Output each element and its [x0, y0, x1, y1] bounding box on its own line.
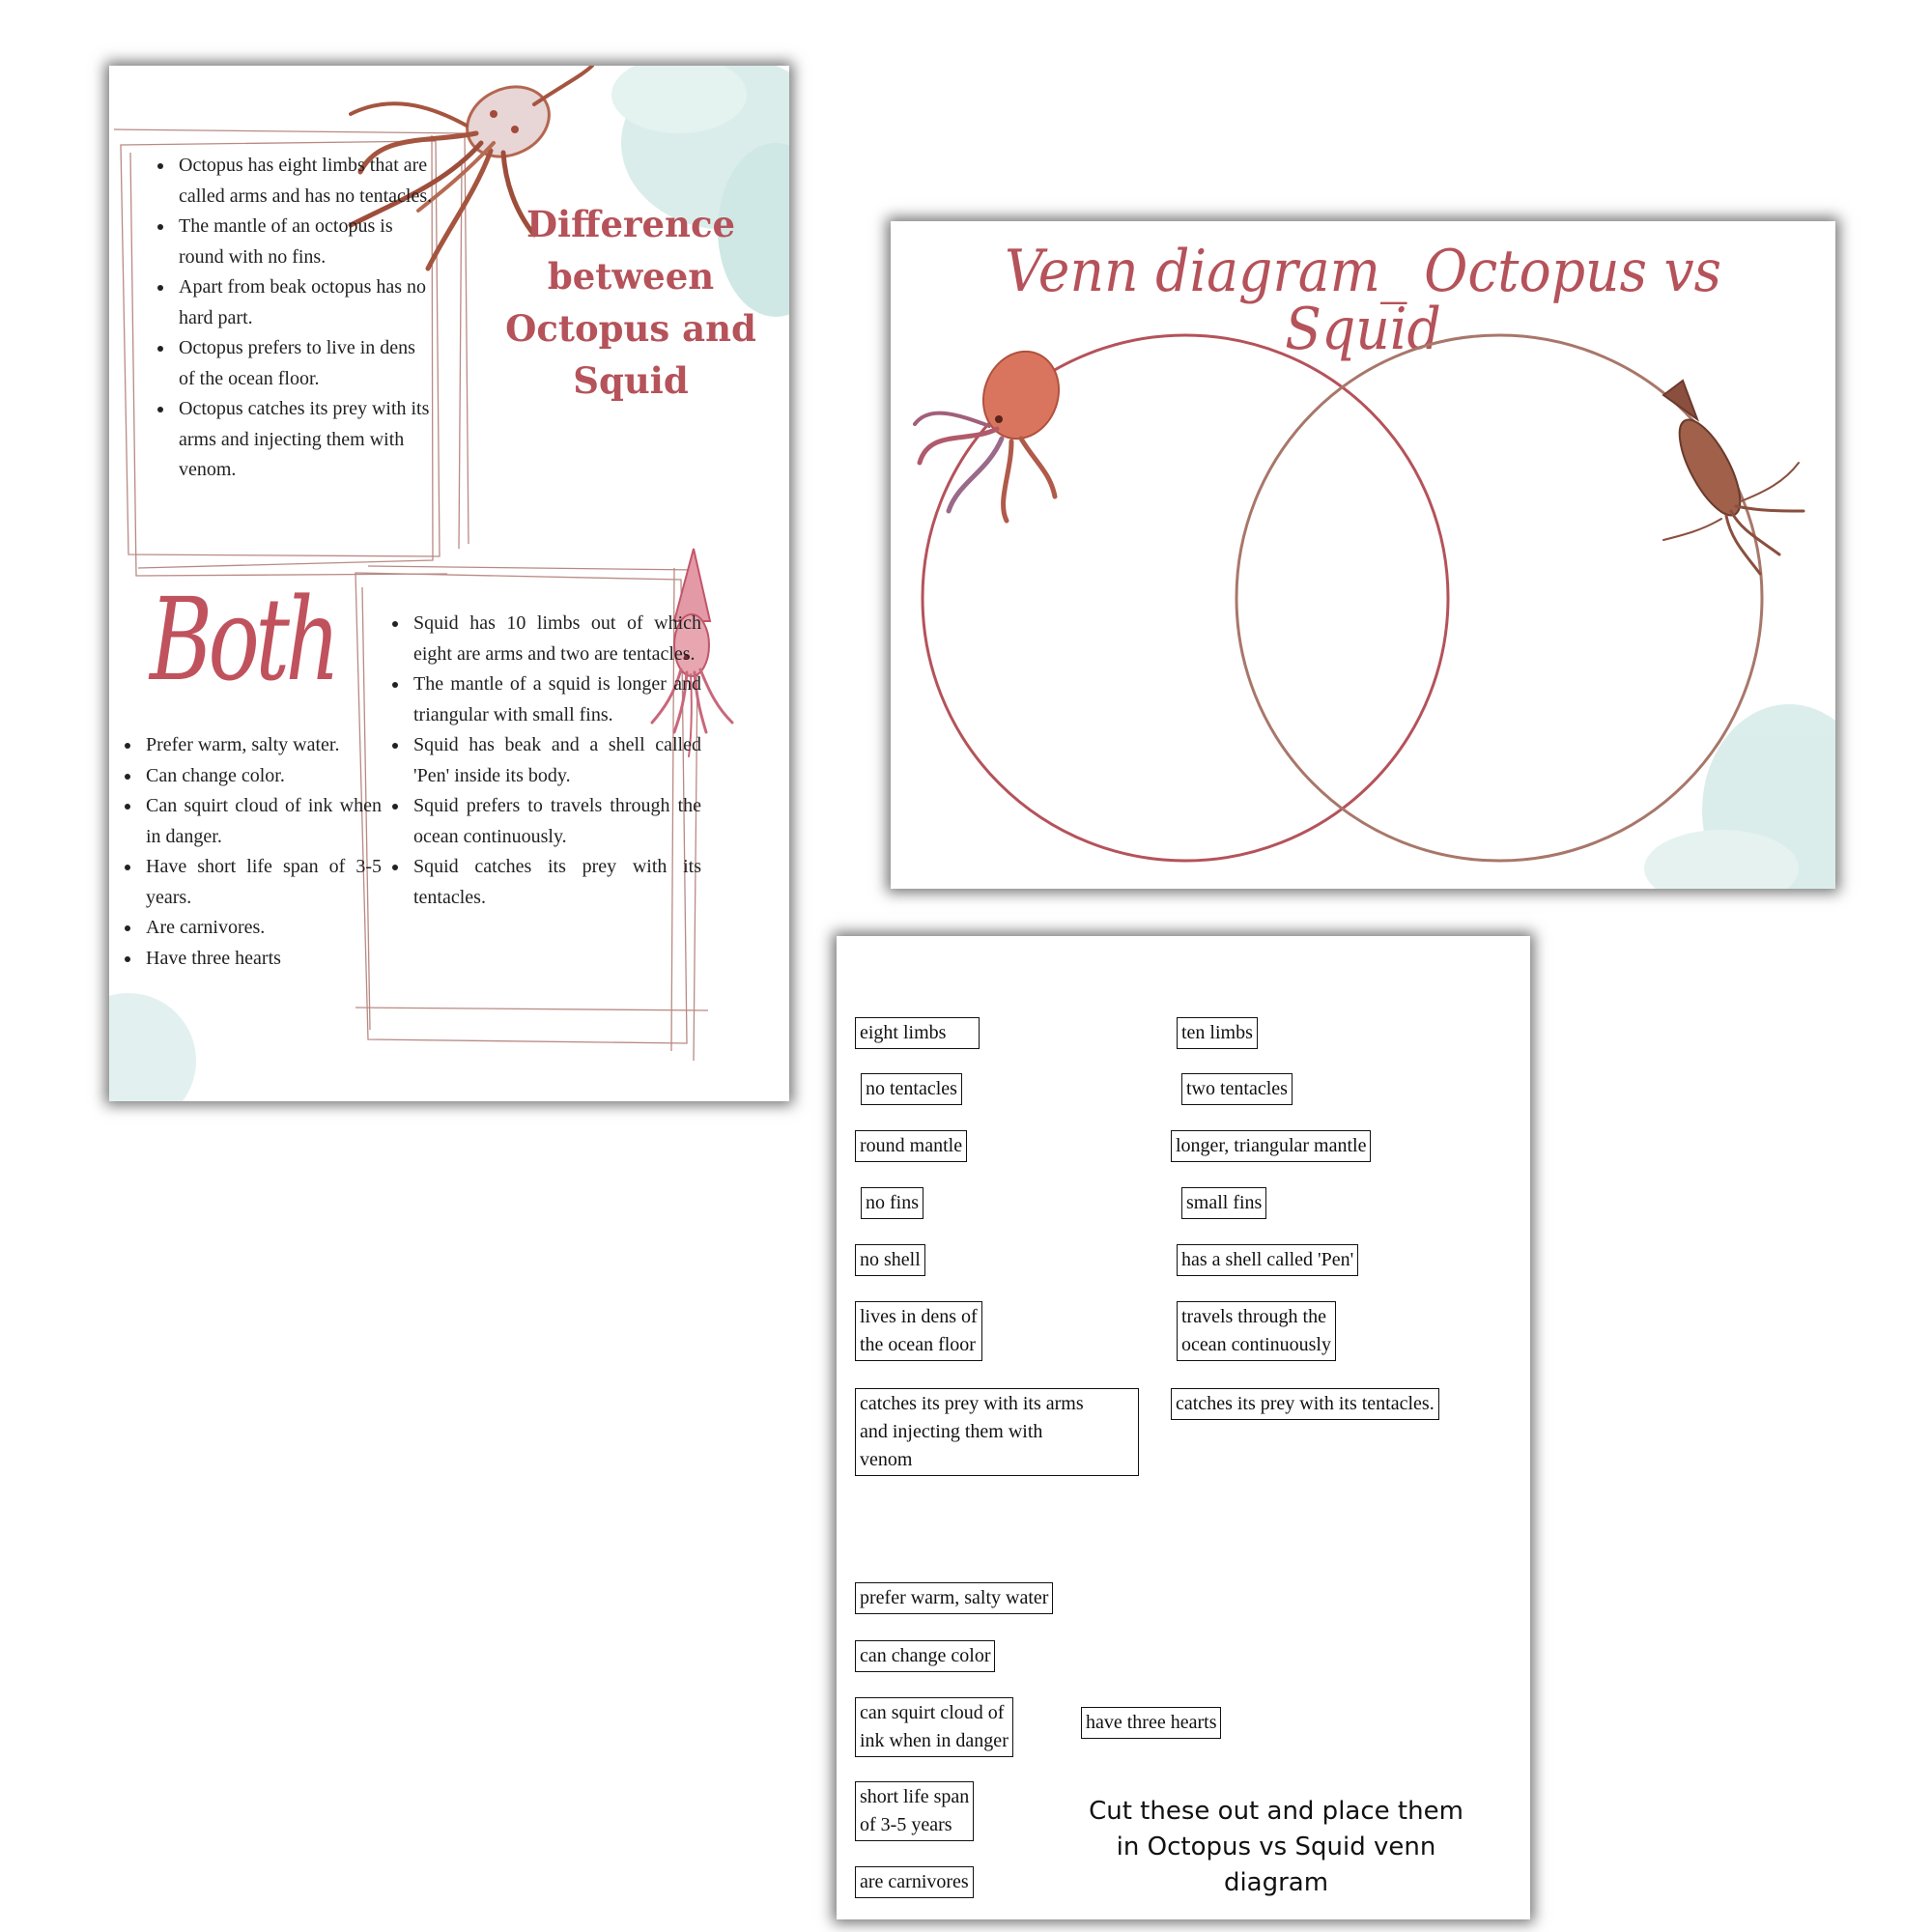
venn-title: Venn diagram_ Octopus vs Squid — [1004, 238, 1721, 363]
list-item: • Squid prefers to travels through the ocean continuously. — [410, 791, 701, 852]
squid-card[interactable]: ten limbs — [1177, 1017, 1258, 1049]
both-card[interactable]: short life span of 3-5 years — [855, 1781, 974, 1841]
list-item: • Can change color. — [142, 761, 382, 792]
title-line: Squid — [573, 359, 689, 402]
both-card[interactable]: can squirt cloud of ink when in danger — [855, 1697, 1013, 1757]
list-item: • The mantle of a squid is longer and triangular with small fins. — [410, 669, 701, 730]
list-item: • Squid catches its prey with its tentacles. — [410, 852, 701, 913]
venn-diagram — [891, 221, 1835, 889]
squid-facts-list — [384, 609, 701, 913]
squid-card[interactable]: has a shell called 'Pen' — [1177, 1244, 1358, 1276]
list-item: • Squid has beak and a shell called 'Pen' inside its body. — [410, 730, 701, 791]
squid-illustration — [1663, 381, 1804, 574]
venn-diagram-page — [891, 221, 1835, 889]
octopus-card[interactable]: catches its prey with its arms and injecting them with venom — [855, 1388, 1139, 1476]
squid-card[interactable]: travels through the ocean continuously — [1177, 1301, 1336, 1361]
squid-card[interactable]: longer, triangular mantle — [1171, 1130, 1371, 1162]
list-item: • The mantle of an octopus is round with no fins. — [175, 212, 434, 272]
both-card[interactable]: have three hearts — [1081, 1707, 1221, 1739]
octopus-card[interactable]: no shell — [855, 1244, 925, 1276]
list-item: • Are carnivores. — [142, 913, 382, 944]
list-item: • Prefer warm, salty water. — [142, 730, 382, 761]
list-item: • Can squirt cloud of ink when in danger. — [142, 791, 382, 852]
worksheet-title — [486, 198, 776, 407]
squid-card[interactable]: small fins — [1181, 1187, 1266, 1219]
cut-out-instruction: Cut these out and place them in Octopus vs Squid venn diagram — [1089, 1797, 1463, 1897]
squid-card[interactable]: two tentacles — [1181, 1073, 1293, 1105]
comparison-worksheet-page — [109, 66, 789, 1101]
watercolor-splash-bottom — [109, 993, 196, 1101]
octopus-card[interactable]: no tentacles — [861, 1073, 962, 1105]
list-item: • Have short life span of 3-5 years. — [142, 852, 382, 913]
octopus-illustration — [915, 341, 1070, 521]
octopus-card[interactable]: lives in dens of the ocean floor — [855, 1301, 982, 1361]
squid-card[interactable]: catches its prey with its tentacles. — [1171, 1388, 1439, 1420]
octopus-card[interactable]: eight limbs — [855, 1017, 980, 1049]
octopus-facts-list — [150, 151, 434, 486]
cutout-cards-page — [837, 936, 1530, 1919]
octopus-card[interactable]: no fins — [861, 1187, 923, 1219]
both-facts-list — [117, 730, 382, 974]
title-line: between — [547, 255, 715, 298]
list-item: • Have three hearts — [142, 944, 382, 975]
both-card[interactable]: are carnivores — [855, 1866, 974, 1898]
list-item: • Squid has 10 limbs out of which eight are arms and two are tentacles. — [410, 609, 701, 669]
both-card[interactable]: prefer warm, salty water — [855, 1582, 1053, 1614]
list-item: • Octopus has eight limbs that are called arms and has no tentacles. — [175, 151, 434, 212]
squid-circle — [1236, 335, 1762, 861]
title-line: Octopus and — [505, 307, 756, 350]
list-item: • Octopus catches its prey with its arms and injecting them with venom. — [175, 394, 434, 486]
list-item: • Octopus prefers to live in dens of the ocean floor. — [175, 333, 434, 394]
list-item: • Apart from beak octopus has no hard part. — [175, 272, 434, 333]
octopus-card[interactable]: round mantle — [855, 1130, 967, 1162]
title-line: Difference — [526, 203, 736, 245]
both-heading: Both — [150, 573, 336, 706]
both-card[interactable]: can change color — [855, 1640, 995, 1672]
